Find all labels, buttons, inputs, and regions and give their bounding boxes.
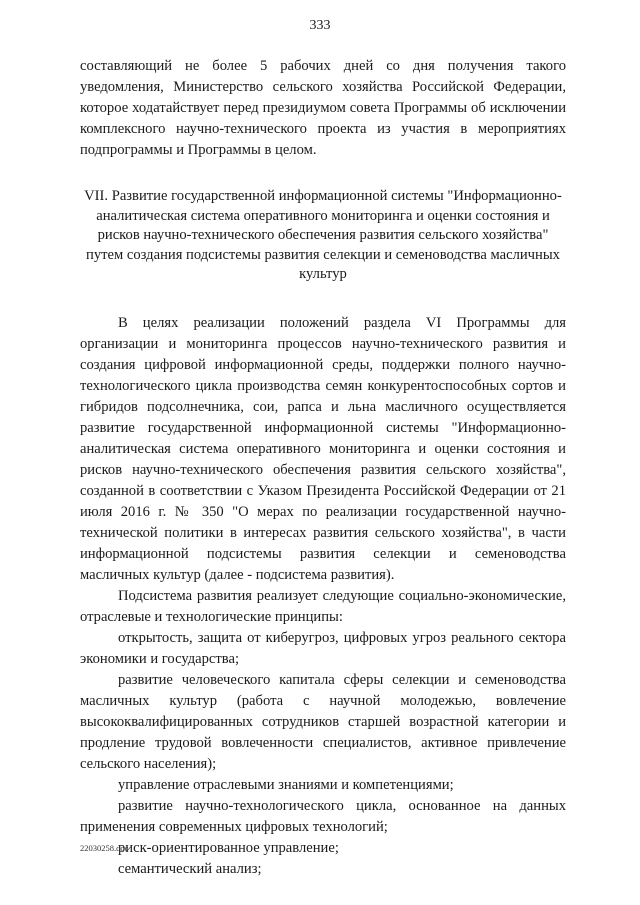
page-number: 333 [309, 18, 331, 33]
principle-item: открытость, защита от киберугроз, цифровых угроз реального сектора экономики и государства; [80, 629, 566, 667]
principle-item: семантический анализ; [118, 860, 262, 877]
principle-item: управление отраслевыми знаниями и компетенциями; [118, 776, 454, 793]
body-paragraph: В целях реализации положений раздела VI Программы для организации и мониторинга процессов научно-технического развития и создания цифровой информационной среды, поддержки полного научно-технологического цикла производства семян конкурентоспособных сортов и гибридов подсолнечника, сои, рапса и льна масличного осуществляется развитие государственной информационной системы "Информационно-аналитическая система оперативного мониторинга и оценки состояния и рисков научно-технического обеспечения развития сельского хозяйства", созданной в соответствии с Указом Президента Российской Федерации от 21 июля 2016 г. № 350 "О мерах по реализации государственной научно-технической политики в интересах развития сельского хозяйства", в части информационной подсистемы развития селекции и семеноводства масличных культур (далее - подсистема развития). [80, 314, 566, 583]
principle-item: развитие научно-технологического цикла, основанное на данных применения современных цифровых технологий; [80, 797, 566, 835]
principle-item: риск-ориентированное управление; [118, 839, 339, 856]
principle-item: развитие человеческого капитала сферы селекции и семеноводства масличных культур (работа с научной молодежью, вовлечение высококвалифицированных сотрудников старшей возрастной категории и продление трудовой вовлеченности специалистов, активное привлечение сельского населения); [80, 671, 566, 772]
intro-paragraph: составляющий не более 5 рабочих дней со дня получения такого уведомления, Министерство сельского хозяйства Российской Федерации, которое ходатайствует перед президиумом совета Программы об исключении комплексного научно-технического проекта из участия в мероприятиях подпрограммы и Программы в целом. [80, 58, 566, 158]
footer-file-code: 22030258.doc [80, 843, 129, 853]
body-paragraph: Подсистема развития реализует следующие социально-экономические, отраслевые и технологические принципы: [80, 587, 566, 625]
section-heading: VII. Развитие государственной информационной системы "Информационно-аналитическая система оперативного мониторинга и оценки состояния и рисков научно-технического обеспечения развития сельского хозяйства" путем создания подсистемы развития селекции и семеноводства масличных культур [84, 188, 562, 282]
document-body [80, 56, 566, 880]
